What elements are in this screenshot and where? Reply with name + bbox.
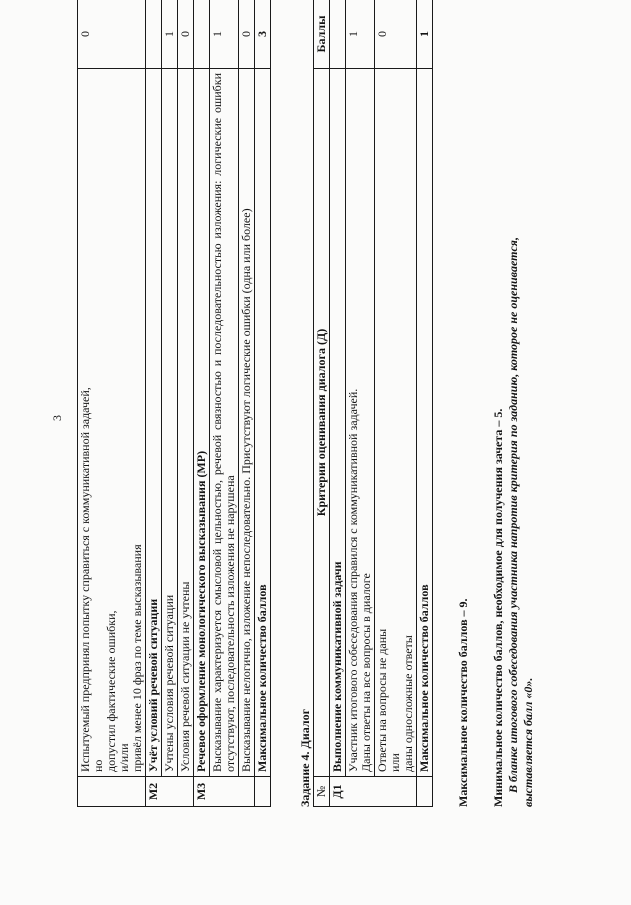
header-score: Баллы [314, 0, 330, 69]
criteria-line: Ответы на вопросы не даны [375, 628, 389, 772]
table-row [194, 0, 210, 807]
page-number: 3 [50, 415, 64, 421]
max-value: 1 [417, 0, 433, 69]
table-row [78, 0, 146, 807]
criterion-title: Выполнение коммуникативной задачи [330, 69, 346, 777]
criteria-text: Высказывание нелогично, изложение непоследовательно. Присутствуют логические ошибки (одна или более) [239, 69, 255, 777]
code-cell [417, 777, 433, 807]
score-cell: 1 [346, 0, 375, 69]
score-cell [330, 0, 346, 69]
table-row [210, 0, 239, 807]
table-row [146, 0, 162, 807]
table-row [162, 0, 178, 807]
criteria-text: Учтены условия речевой ситуации [162, 69, 178, 777]
intro-line: и/или [117, 743, 131, 772]
header-criteria: Критерии оценивания диалога (Д) [314, 69, 330, 777]
score-cell: 0 [239, 0, 255, 69]
table-row [346, 0, 375, 807]
table-row [239, 0, 255, 807]
score-cell [194, 0, 210, 69]
criterion-title: Учёт условий речевой ситуации [146, 69, 162, 777]
criterion-code: М3 [194, 777, 255, 807]
code-cell [78, 777, 146, 807]
score-cell: 0 [375, 0, 417, 69]
score-cell: 1 [210, 0, 239, 69]
intro-line: Испытуемый предпринял попытку справиться с коммуникативной задачей, [78, 387, 92, 772]
criterion-code: Д1 [330, 777, 417, 807]
criteria-line: даны односложные ответы [401, 635, 415, 772]
table-row [255, 0, 271, 807]
criteria-line: Даны ответы на все вопросы в диалоге [359, 573, 373, 772]
criteria-cell [78, 69, 146, 777]
criteria-text: Условия речевой ситуации не учтены [178, 69, 194, 777]
table-header-row [314, 0, 330, 807]
intro-line: привёл менее 10 фраз по теме высказывания [130, 544, 144, 772]
min-pass-text: Минимальное количество баллов, необходимое для получения зачета – 5. [491, 408, 505, 807]
table-row [178, 0, 194, 807]
score-cell [146, 0, 162, 69]
score-cell: 1 [162, 0, 178, 69]
criteria-text [375, 69, 417, 777]
criteria-text: Высказывание характеризуется смысловой цельностью, речевой связностью и последовательностью изложения: логические ошибки отсутствуют, последовательность изложения не нарушена [210, 69, 239, 777]
note-line: выставляется балл «0». [521, 677, 535, 807]
max-label: Максимальное количество баллов [255, 69, 271, 777]
intro-line: но [91, 759, 105, 772]
table-row [417, 0, 433, 807]
score-cell: 0 [178, 0, 194, 69]
max-label: Максимальное количество баллов [417, 69, 433, 777]
note-line: В бланке итогового собеседования участника напротив критерия по заданию, которое не оценивается, [506, 237, 520, 793]
max-total-text: Максимальное количество баллов – 9. [456, 598, 470, 807]
table-row [330, 0, 346, 807]
monologue-criteria-table [77, 0, 271, 807]
score-cell: 0 [78, 0, 146, 69]
header-number: № [314, 777, 330, 807]
criteria-text [346, 69, 375, 777]
criteria-line: или [388, 753, 402, 772]
criterion-code: М2 [146, 777, 194, 807]
dialogue-criteria-table [313, 0, 433, 807]
criteria-line: Участник итогового собеседования справился с коммуникативной задачей. [346, 388, 360, 772]
intro-line: допустил фактические ошибки, [104, 610, 118, 772]
table-row [375, 0, 417, 807]
max-value: 3 [255, 0, 271, 69]
criterion-title: Речевое оформление монологического высказывания (МР) [194, 69, 210, 777]
code-cell [255, 777, 271, 807]
section-title: Задание 4. Диалог [298, 708, 312, 807]
